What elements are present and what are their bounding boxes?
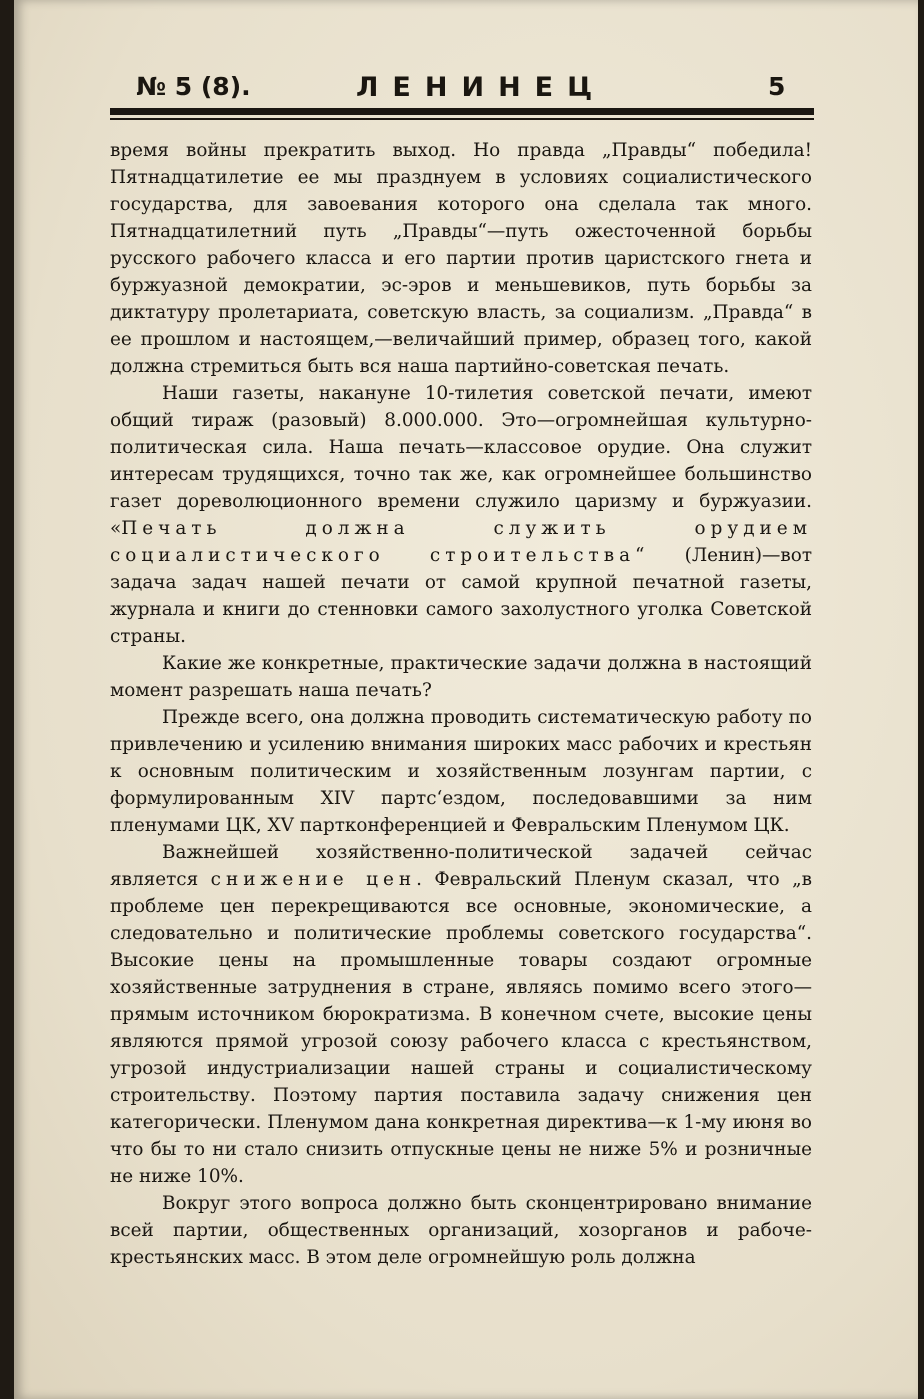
- page-number: 5: [768, 72, 786, 101]
- lenin-quote-spaced: Печать должна служить орудием социалистического строительства: [110, 518, 812, 566]
- article-body: [110, 137, 812, 1271]
- price-reduction-spaced: снижение цен: [210, 869, 417, 890]
- paragraph-6: Вокруг этого вопроса должно быть сконцентрировано внимание всей партии, общественных организаций, хозорганов и рабоче-крестьянских масс. В этом деле огромнейшую роль должна: [110, 1193, 812, 1268]
- paragraph-5-text-b: . Февральский Пленум сказал, что „в проблеме цен перекрещиваются все основные, экономические, а следовательно и политические проблемы советского государства“. Высокие цены на промышленные товары создают огромные хозяйственные затруднения в стране, являясь помимо всего этого—прямым источником бюрократизма. В конечном счете, высокие цены являются прямой угрозой союзу рабочего класса с крестьянством, угрозой индустриализации нашей страны и социалистическому строительству. Поэтому партия поставила задачу снижения цен категорически. Пленумом дана конкретная директива—к 1-му июня во что бы то ни стало снизить отпускные цены не ниже 5% и розничные не ниже 10%.: [110, 869, 813, 1187]
- paragraph-2: [110, 380, 812, 650]
- paragraph-1: время войны прекратить выход. Но правда „Правды“ победила! Пятнадцатилетие ее мы празднуем в условиях социалистического государства, для завоевания которого она сделала так много. Пятнадцатилетний путь „Правды“—путь ожесточенной борьбы русского рабочего класса и его партии против царистского гнета и буржуазной демократии, эс-эров и меньшевиков, путь борьбы за диктатуру пролетариата, советскую власть, за социализм. „Правда“ в ее прошлом и настоящем,—величайший пример, образец того, какой должна стремиться быть вся наша партийно-советская печать.: [110, 140, 812, 377]
- document-page: [14, 0, 918, 1399]
- paragraph-5-text-a: Важнейшей хозяйственно-политической задачей сейчас является: [110, 842, 812, 890]
- paragraph-2-text-a: Наши газеты, накануне 10-тилетия советской печати, имеют общий тираж (разовый) 8.000.000. Это—огромнейшая культурно-политическая сила. Наша печать—классовое орудие. Она служит интересам трудящихся, точно так же, как огромнейшее большинство газет дореволюционного времени служило царизму и буржуазии. «: [110, 383, 812, 539]
- issue-number: № 5 (8).: [136, 72, 251, 101]
- header-rule-thin: [110, 118, 814, 120]
- paragraph-5: [110, 839, 812, 1190]
- newspaper-title: ЛЕНИНЕЦ: [356, 72, 607, 103]
- paragraph-2-text-b: “ (Ленин)—вот задача задач нашей печати от самой крупной печатной газеты, журнала и книги до стенновки самого захолустного уголка Советской страны.: [110, 545, 812, 647]
- page-header: [110, 70, 816, 122]
- paragraph-3: Какие же конкретные, практические задачи должна в настоящий момент разрешать наша печать?: [110, 653, 812, 701]
- header-rule-thick: [110, 108, 814, 115]
- paragraph-4: Прежде всего, она должна проводить систематическую работу по привлечению и усилению внимания широких масс рабочих и крестьян к основным политическим и хозяйственным лозунгам партии, с формулированным XIV партс‘ездом, последовавшими за ним пленумами ЦК, XV партконференцией и Февральским Пленумом ЦК.: [110, 707, 812, 836]
